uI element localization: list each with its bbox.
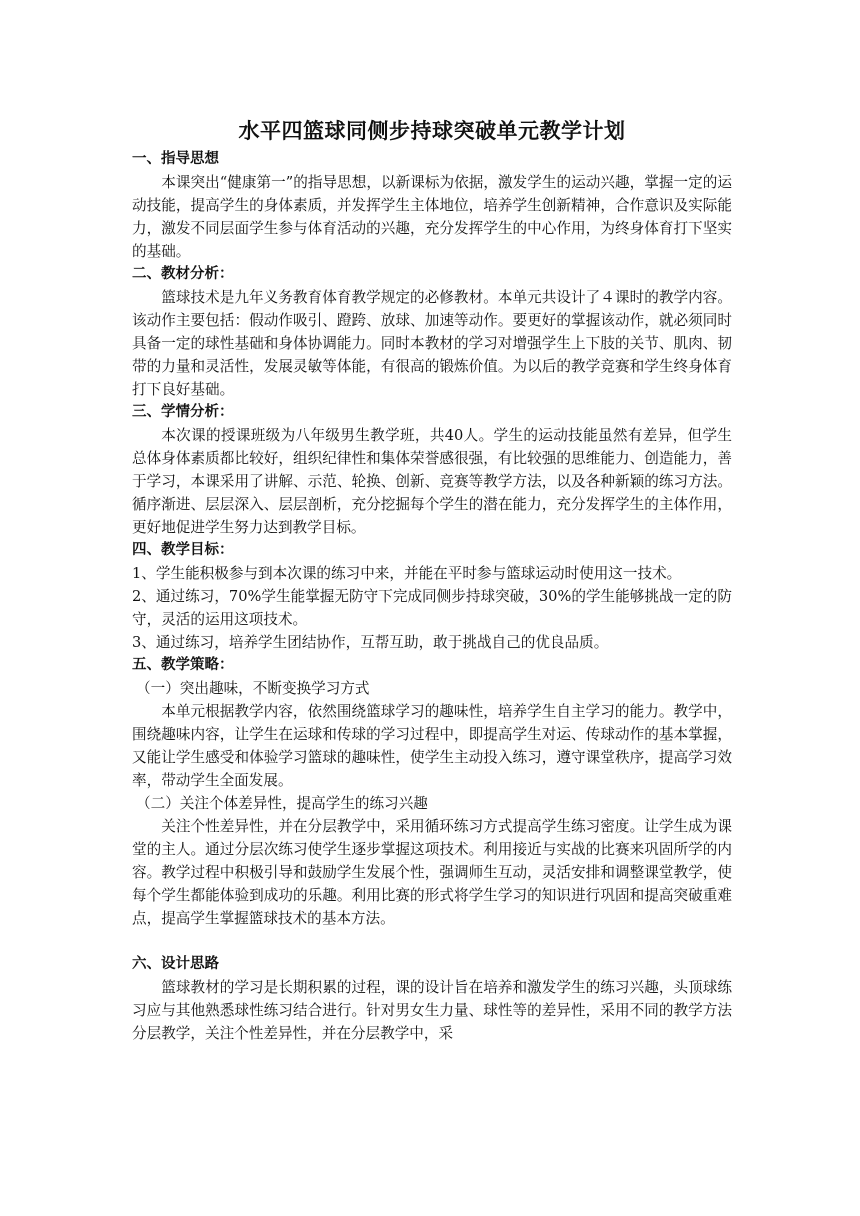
section-heading: 四、教学目标： bbox=[132, 542, 234, 558]
section-student-analysis bbox=[132, 401, 732, 539]
section-paragraph: 篮球技术是九年义务教育体育教学规定的必修教材。本单元共设计了４课时的教学内容。该动作主要包括：假动作吸引、蹬跨、放球、加速等动作。要更好的掌握该动作，就必须同时具备一定的球性基础和身体协调能力。同时本教材的学习对增强学生上下肢的关节、肌肉、韧带的力量和灵活性，发展灵敏等体能，有很高的锻炼价值。为以后的教学竞赛和学生终身体育打下良好基础。 bbox=[132, 289, 732, 398]
section-design-ideas bbox=[132, 953, 732, 1045]
subsection-paragraph: 本单元根据教学内容，依然围绕篮球学习的趣味性，培养学生自主学习的能力。教学中，围绕趣味内容，让学生在运球和传球的学习过程中，即提高学生对运、传球动作的基本掌握，又能让学生感受和体验学习篮球的趣味性，使学生主动投入练习，遵守课堂秩序，提高学习效率，带动学生全面发展。 bbox=[132, 703, 732, 789]
section-paragraph: 本课突出“健康第一”的指导思想，以新课标为依据，激发学生的运动兴趣，掌握一定的运动技能，提高学生的身体素质，并发挥学生主体地位，培养学生创新精神，合作意识及实际能力，激发不同层面学生参与体育活动的兴趣，充分发挥学生的中心作用，为终身体育打下坚实的基础。 bbox=[132, 174, 732, 260]
section-heading: 一、指导思想 bbox=[132, 151, 219, 167]
subsection-paragraph: 关注个性差异性，并在分层教学中，采用循环练习方式提高学生练习密度。让学生成为课堂的主人。通过分层次练习使学生逐步掌握这项技术。利用接近与实战的比赛来巩固所学的内容。教学过程中积极引导和鼓励学生发展个性，强调师生互动，灵活安排和调整课堂教学，使每个学生都能体验到成功的乐趣。利用比赛的形式将学生学习的知识进行巩固和提高突破重难点，提高学生掌握篮球技术的基本方法。 bbox=[132, 818, 732, 927]
section-teaching-goals bbox=[132, 539, 732, 654]
goal-item: 1、学生能积极参与到本次课的练习中来，并能在平时参与篮球运动时使用这一技术。 bbox=[132, 565, 682, 582]
section-teaching-strategy bbox=[132, 654, 732, 930]
section-paragraph: 本次课的授课班级为八年级男生教学班，共40人。学生的运动技能虽然有差异，但学生总体身体素质都比较好，组织纪律性和集体荣誉感很强，有比较强的思维能力、创造能力，善于学习，本课采用了讲解、示范、轮换、创新、竞赛等教学方法，以及各种新颖的练习方法。循序渐进、层层深入、层层剖析，充分挖掘每个学生的潜在能力，充分发挥学生的主体作用，更好地促进学生努力达到教学目标。 bbox=[132, 427, 732, 536]
section-heading: 二、教材分析： bbox=[132, 266, 234, 282]
section-paragraph: 篮球教材的学习是长期积累的过程，课的设计旨在培养和激发学生的练习兴趣，头顶球练习应与其他熟悉球性练习结合进行。针对男女生力量、球性等的差异性，采用不同的教学方法分层教学，关注个性差异性，并在分层教学中，采 bbox=[132, 979, 732, 1042]
section-heading: 三、学情分析： bbox=[132, 404, 234, 420]
blank-line bbox=[132, 930, 732, 953]
subsection-heading: （一）突出趣味，不断变换学习方式 bbox=[136, 680, 370, 697]
section-heading: 六、设计思路 bbox=[132, 956, 219, 972]
section-material-analysis bbox=[132, 263, 732, 401]
section-guiding-ideology bbox=[132, 148, 732, 263]
subsection-heading: （二）关注个体差异性，提高学生的练习兴趣 bbox=[136, 795, 428, 812]
document-page bbox=[132, 116, 732, 1045]
section-heading: 五、教学策略： bbox=[132, 657, 234, 673]
document-title: 水平四篮球同侧步持球突破单元教学计划 bbox=[238, 119, 626, 143]
goal-item: 2、通过练习，70%学生能掌握无防守下完成同侧步持球突破，30%的学生能够挑战一定的防守，灵活的运用这项技术。 bbox=[132, 588, 732, 628]
goal-item: 3、通过练习，培养学生团结协作，互帮互助，敢于挑战自己的优良品质。 bbox=[132, 634, 609, 651]
